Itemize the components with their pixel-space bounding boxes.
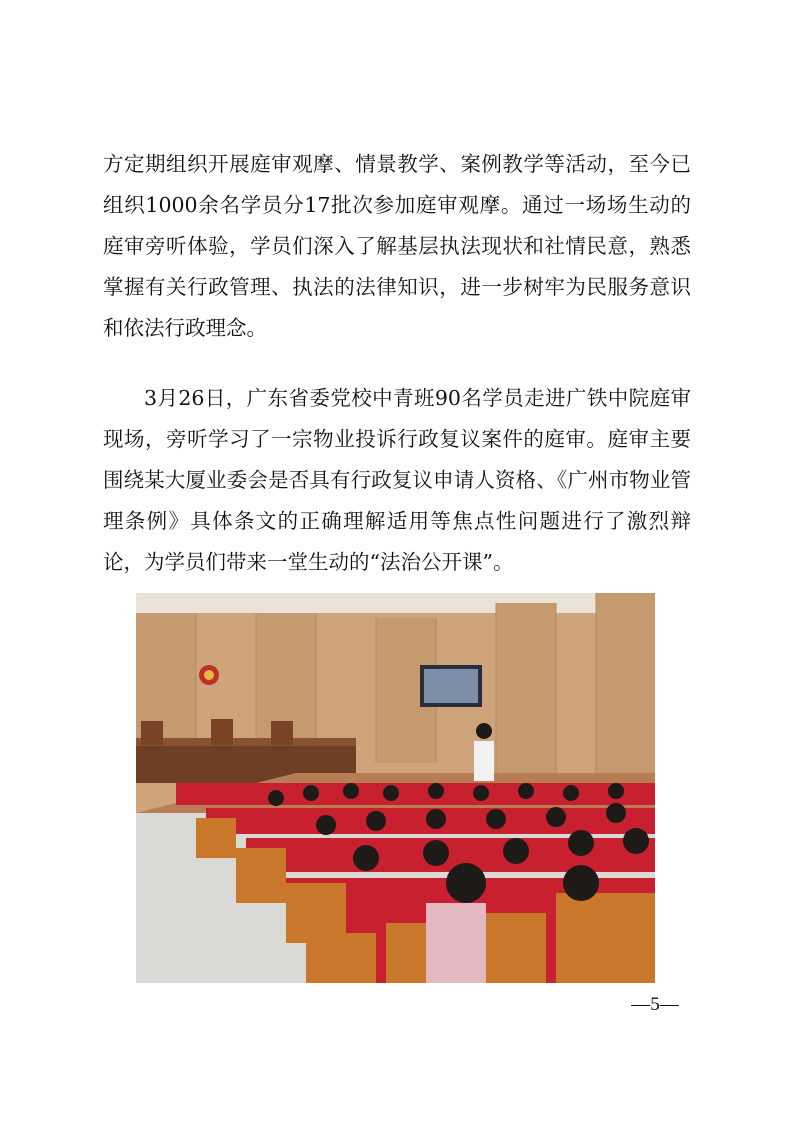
paragraph-1: 方定期组织开展庭审观摩、情景教学、案例教学等活动，至今已组织1000余名学员分17批次参加庭审观摩。通过一场场生动的庭审旁听体验，学员们深入了解基层执法现状和社情民意，熟悉掌握有关行政管理、执法的法律知识，进一步树牢为民服务意识和依法行政理念。 [103,152,691,340]
paragraph-2: 3月26日，广东省委党校中青班90名学员走进广铁中院庭审现场，旁听学习了一宗物业投诉行政复议案件的庭审。庭审主要围绕某大厦业委会是否具有行政复议申请人资格、《广州市物业管理条例》具体条文的正确理解适用等焦点性问题进行了激烈辩论，为学员们带来一堂生动的“法治公开课”。 [103,386,691,574]
courtroom-photo [136,593,655,983]
page-number: —5— [631,994,679,1015]
